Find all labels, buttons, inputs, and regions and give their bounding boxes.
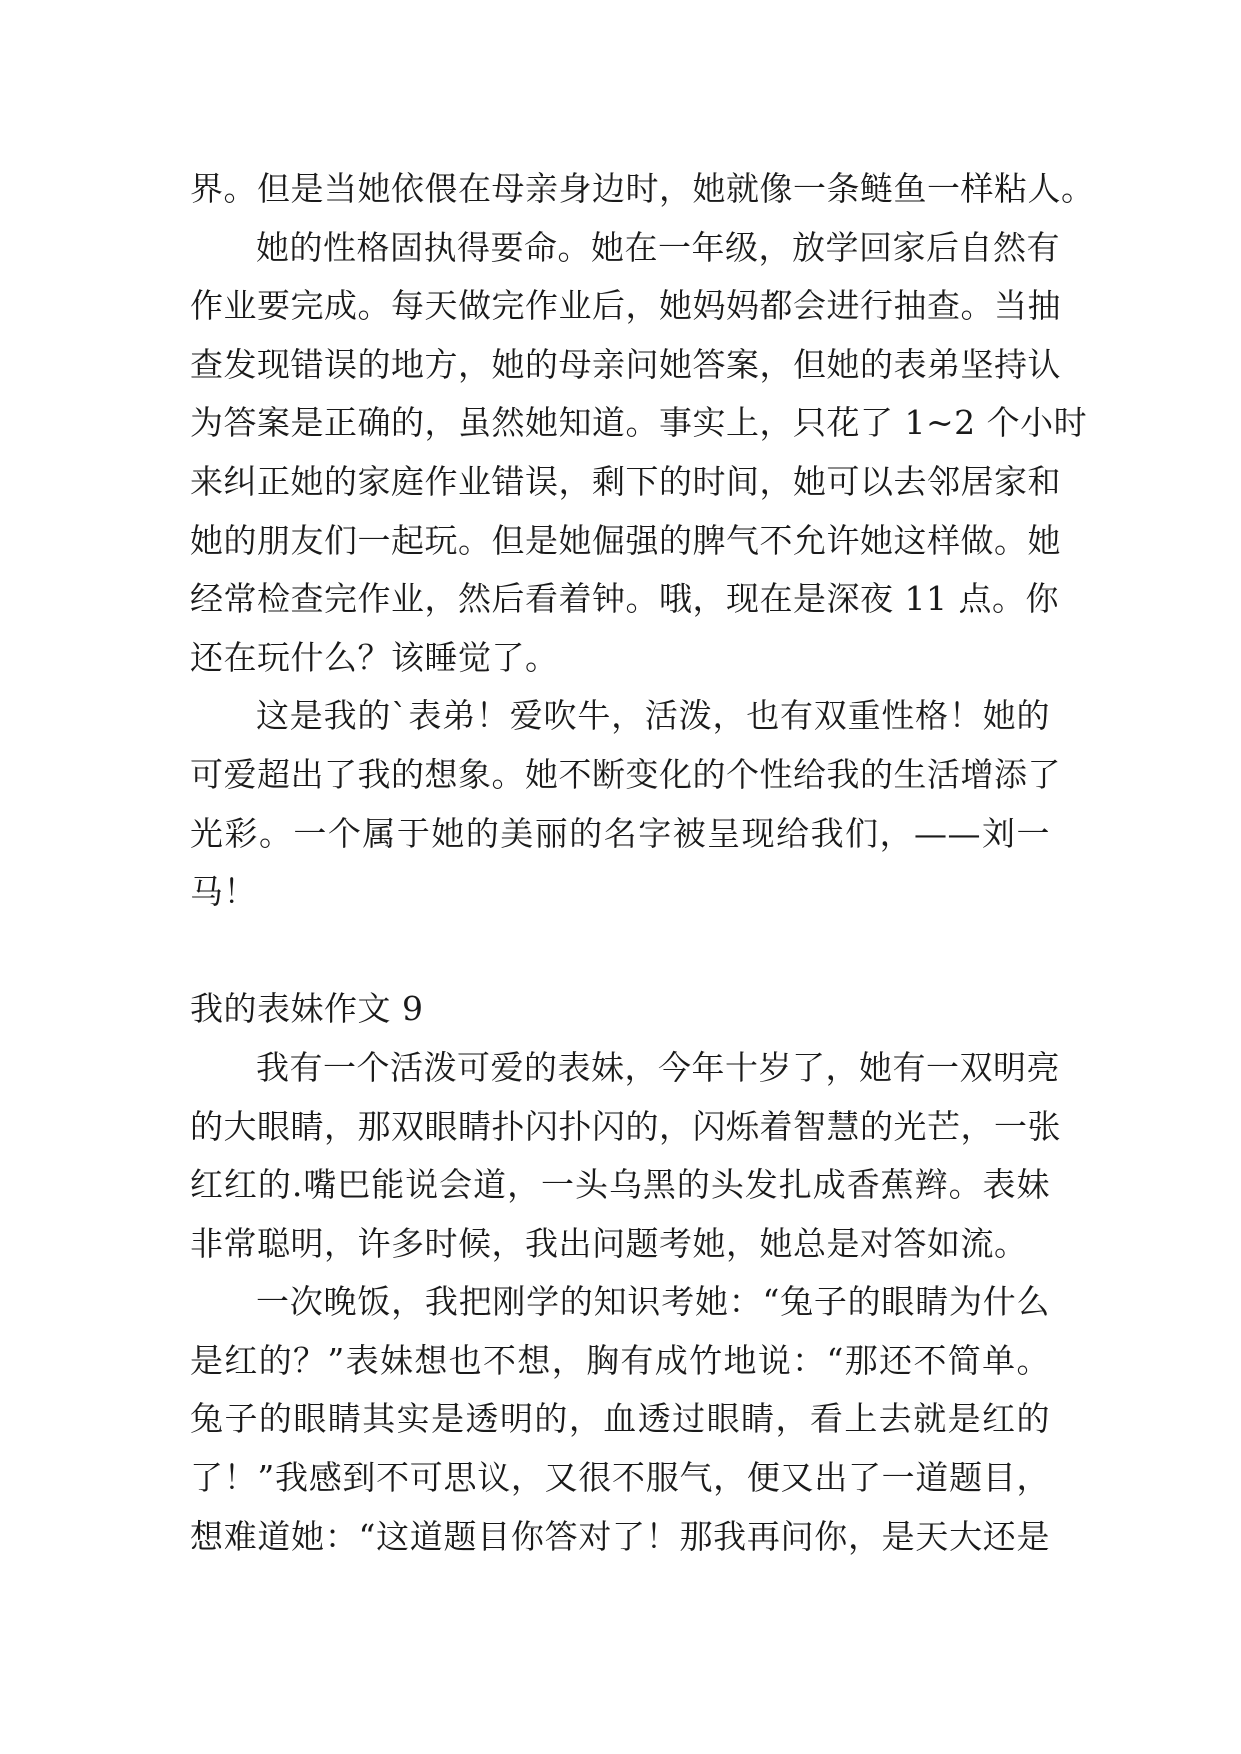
text-line: 她的性格固执得要命。她在一年级，放学回家后自然有 <box>256 227 1060 267</box>
text-line: 想难道她：“这道题目你答对了！那我再问你，是天大还是 <box>190 1516 1050 1556</box>
text-line: 的大眼睛，那双眼睛扑闪扑闪的，闪烁着智慧的光芒，一张 <box>190 1106 1061 1146</box>
text-line: 是红的？”表妹想也不想，胸有成竹地说：“那还不简单。 <box>190 1340 1050 1380</box>
text-line: 查发现错误的地方，她的母亲问她答案，但她的表弟坚持认 <box>190 344 1061 384</box>
text-line: 兔子的眼睛其实是透明的，血透过眼睛，看上去就是红的 <box>190 1399 1050 1439</box>
text-line: 作业要完成。每天做完作业后，她妈妈都会进行抽查。当抽 <box>190 286 1061 326</box>
text-line: 可爱超出了我的想象。她不断变化的个性给我的生活增添了 <box>190 754 1061 794</box>
text-line: 她的朋友们一起玩。但是她倔强的脾气不允许她这样做。她 <box>190 520 1061 560</box>
text-line: 来纠正她的家庭作业错误，剩下的时间，她可以去邻居家和 <box>190 461 1061 501</box>
text-line: 光彩。一个属于她的美丽的名字被呈现给我们，——刘一 <box>190 813 1050 853</box>
text-line: 了！”我感到不可思议，又很不服气，便又出了一道题目， <box>190 1458 1050 1498</box>
text-line: 界。但是当她依偎在母亲身边时，她就像一条鲢鱼一样粘人。 <box>190 169 1095 208</box>
document-body <box>190 160 1095 1566</box>
text-line: 为答案是正确的，虽然她知道。事实上，只花了 1~2 个小时 <box>190 403 1088 443</box>
text-line: 非常聪明，许多时候，我出问题考她，她总是对答如流。 <box>190 1223 1028 1263</box>
text-line: 这是我的`表弟！爱吹牛，活泼，也有双重性格！她的 <box>256 696 1050 736</box>
text-line: 还在玩什么？该睡觉了。 <box>190 637 559 677</box>
text-line: 红红的.嘴巴能说会道，一头乌黑的头发扎成香蕉辫。表妹 <box>190 1165 1050 1205</box>
text-line: 马！ <box>190 872 257 912</box>
text-line: 经常检查完作业，然后看着钟。哦，现在是深夜 11 点。你 <box>190 579 1059 619</box>
text-line: 我有一个活泼可爱的表妹，今年十岁了，她有一双明亮 <box>256 1047 1060 1087</box>
text-line: 一次晚饭，我把刚学的知识考她：“兔子的眼睛为什么 <box>256 1282 1050 1322</box>
paragraph-gap <box>190 922 1050 981</box>
section-title: 我的表妹作文 9 <box>190 989 424 1029</box>
